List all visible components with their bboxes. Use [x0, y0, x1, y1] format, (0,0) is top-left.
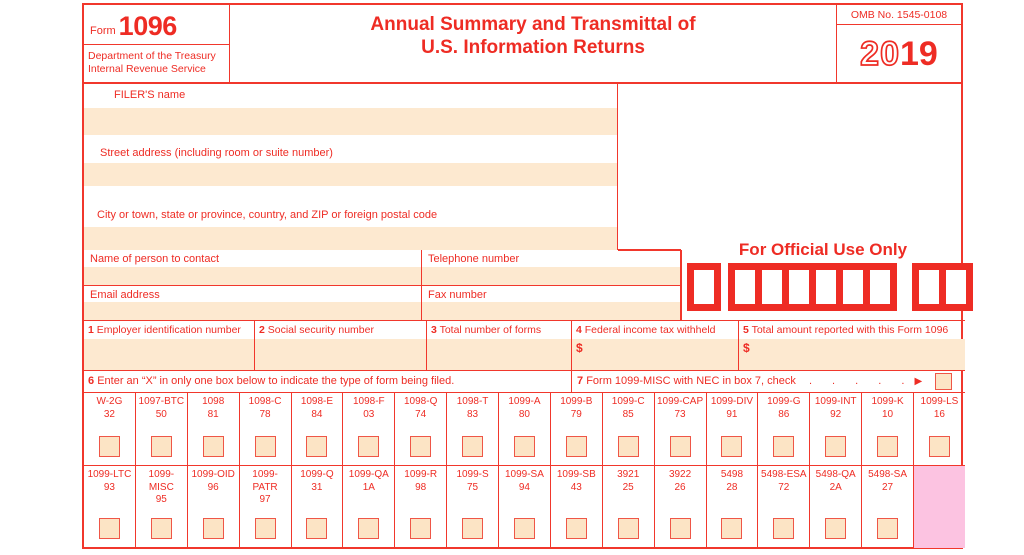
- form-number: 1096: [118, 11, 177, 41]
- form-type-name: W-2G: [96, 396, 123, 407]
- form-type-row-1: [84, 393, 965, 465]
- form-number-block: [84, 5, 229, 45]
- official-use-divider: [618, 249, 680, 251]
- form-title: [230, 5, 836, 82]
- form-type-code: 03: [363, 408, 375, 420]
- year-bold-digits: 19: [900, 34, 938, 73]
- form-type-name: 1099-INT: [814, 396, 857, 407]
- summary-boxes-row: [84, 320, 965, 370]
- form-type-checkbox-1099-sa[interactable]: [514, 518, 535, 539]
- form-type-code: 98: [415, 481, 427, 493]
- box-number: 1: [88, 324, 94, 336]
- form-type-code: 28: [726, 481, 738, 493]
- form-type-code: 83: [467, 408, 479, 420]
- line6-instruction: [84, 371, 572, 392]
- form-type-code: 86: [778, 408, 790, 420]
- filer-name-label: FILER'S name: [114, 89, 186, 101]
- form-id-block: [84, 5, 230, 82]
- form-type-cell-1099-q: [292, 466, 344, 548]
- fax-input[interactable]: [422, 302, 681, 320]
- form-type-checkbox-1099-a[interactable]: [514, 436, 535, 457]
- form-type-name: 1097-BTC: [138, 396, 185, 407]
- form-type-checkbox-1099-c[interactable]: [618, 436, 639, 457]
- form-type-cell-1099-b: [551, 393, 603, 465]
- form-type-cell-1099-qa: [343, 466, 395, 548]
- form-type-row-2: [84, 465, 965, 548]
- telephone-label: Telephone number: [422, 250, 681, 267]
- box-1-cell: [84, 321, 255, 370]
- form-type-name: 1098-Q: [404, 396, 438, 407]
- dollar-sign: $: [743, 341, 750, 355]
- official-use-box: [816, 270, 836, 304]
- form-type-name: 3922: [668, 469, 692, 480]
- line7-label: Form 1099-MISC with NEC in box 7, check: [586, 375, 796, 387]
- form-type-name: 1098-E: [300, 396, 334, 407]
- email-label: Email address: [84, 285, 421, 302]
- form-type-cell-1098-q: [395, 393, 447, 465]
- box-5-label: [739, 321, 965, 339]
- form-type-checkbox-1099-s[interactable]: [462, 518, 483, 539]
- form-type-checkbox-1099-misc[interactable]: [151, 518, 172, 539]
- form-type-code: 81: [207, 408, 219, 420]
- form-type-code: 32: [103, 408, 115, 420]
- omb-year-block: [836, 5, 961, 82]
- form-type-cell-1098: [188, 393, 240, 465]
- form-type-checkbox-5498-qa[interactable]: [825, 518, 846, 539]
- form-type-cell-1098-f: [343, 393, 395, 465]
- form-type-cell-5498-esa: [758, 466, 810, 548]
- form-type-name: 1099-SA: [504, 469, 544, 480]
- form-type-name: 1099-SB: [556, 469, 596, 480]
- form-header: [84, 5, 961, 84]
- city-state-zip-label: City or town, state or province, country, and ZIP or foreign postal code: [97, 209, 438, 221]
- official-use-boxes: [687, 263, 973, 311]
- form-type-cell-1099-misc: [136, 466, 188, 548]
- box-1-input[interactable]: [84, 339, 254, 370]
- form-type-checkbox-1099-cap[interactable]: [670, 436, 691, 457]
- form-type-code: 84: [311, 408, 323, 420]
- title-line-1: Annual Summary and Transmittal of: [370, 14, 696, 35]
- form-type-checkbox-1099-b[interactable]: [566, 436, 587, 457]
- official-use-box: [735, 270, 755, 304]
- line6-label: Enter an “X” in only one box below to indicate the type of form being filed.: [97, 375, 455, 387]
- contact-person-input[interactable]: [84, 267, 421, 285]
- form-type-code: 85: [622, 408, 634, 420]
- form-type-code: 95: [155, 494, 167, 505]
- form-type-checkbox-w-2g[interactable]: [99, 436, 120, 457]
- form-type-cell-1099-ls: [914, 393, 965, 465]
- nec-checkbox[interactable]: [935, 373, 952, 390]
- official-use-box: [919, 270, 939, 304]
- form-type-checkbox-1097-btc[interactable]: [151, 436, 172, 457]
- form-type-code: 92: [830, 408, 842, 420]
- filer-block: [84, 84, 618, 250]
- street-address-input[interactable]: [84, 163, 617, 186]
- form-type-code: 73: [674, 408, 686, 420]
- form-type-cell-1099-sa: [499, 466, 551, 548]
- form-type-code: 97: [259, 494, 271, 505]
- form-type-checkbox-1098-f[interactable]: [358, 436, 379, 457]
- form-type-cell-1098-e: [292, 393, 344, 465]
- line7-number: 7: [577, 375, 584, 387]
- form-type-checkbox-1099-k[interactable]: [877, 436, 898, 457]
- form-type-checkbox-1099-qa[interactable]: [358, 518, 379, 539]
- form-type-name: 1098-T: [456, 396, 489, 407]
- form-word: Form: [90, 25, 116, 37]
- form-type-name: 5498-SA: [868, 469, 908, 480]
- form-type-checkbox-1099-r[interactable]: [410, 518, 431, 539]
- box-number: 4: [576, 324, 582, 336]
- form-type-cell-1098-c: [240, 393, 292, 465]
- box-number: 5: [743, 324, 749, 336]
- form-type-cell-1099-cap: [655, 393, 707, 465]
- box-1-label: [84, 321, 254, 339]
- box-label-text: Employer identification number: [93, 324, 241, 336]
- form-type-cell-1099-g: [758, 393, 810, 465]
- omb-number: OMB No. 1545-0108: [837, 5, 961, 25]
- official-use-heading: For Official Use Only: [738, 240, 908, 259]
- form-type-cell-1099-div: [707, 393, 759, 465]
- line6-line7-row: [84, 370, 965, 392]
- official-use-box: [946, 270, 966, 304]
- form-type-code: 1A: [362, 481, 375, 493]
- form-type-code: 72: [778, 481, 790, 493]
- form-type-name: 1099-A: [508, 396, 541, 407]
- form-type-name: 1099-CAP: [656, 396, 704, 407]
- form-type-cell-1099-r: [395, 466, 447, 548]
- form-type-name: 1099-MISC: [148, 469, 175, 493]
- email-input[interactable]: [84, 302, 421, 320]
- line7-instruction: [572, 371, 965, 392]
- form-type-name: 5498: [720, 469, 744, 480]
- form-type-code: 27: [882, 481, 894, 493]
- form-type-grid: [84, 392, 965, 547]
- form-type-name: 1099-C: [611, 396, 645, 407]
- leader-dots: . . . . .: [808, 375, 906, 387]
- box-4-cell: [572, 321, 739, 370]
- contact-right-column: [422, 250, 682, 320]
- form-type-cell-1097-btc: [136, 393, 188, 465]
- form-type-code: 74: [415, 408, 427, 420]
- form-type-code: 26: [674, 481, 686, 493]
- official-use-box-group: [912, 263, 973, 311]
- box-3-label: [427, 321, 571, 339]
- form-type-checkbox-1099-patr[interactable]: [255, 518, 276, 539]
- official-use-box: [870, 270, 890, 304]
- form-type-cell-1099-patr: [240, 466, 292, 548]
- contact-left-column: [84, 250, 422, 320]
- telephone-input[interactable]: [422, 267, 681, 285]
- form-type-cell-5498: [707, 466, 759, 548]
- form-type-checkbox-1099-oid[interactable]: [203, 518, 224, 539]
- year-outline-digits: 20: [860, 34, 900, 73]
- form-type-cell-w-2g: [84, 393, 136, 465]
- form-type-code: 93: [103, 481, 115, 493]
- box-label-text: Federal income tax withheld: [581, 324, 716, 336]
- form-1096: [82, 3, 963, 549]
- form-type-cell-1099-c: [603, 393, 655, 465]
- form-type-cell-3922: [655, 466, 707, 548]
- form-type-cell-5498-sa: [862, 466, 914, 548]
- form-type-cell-1099-oid: [188, 466, 240, 548]
- form-type-checkbox-1099-g[interactable]: [773, 436, 794, 457]
- street-address-label: Street address (including room or suite number): [100, 147, 333, 159]
- box-5-cell: [739, 321, 965, 370]
- official-use-box-group: [687, 263, 721, 311]
- form-type-code: 2A: [829, 481, 842, 493]
- form-type-name: 1099-B: [560, 396, 593, 407]
- tax-year: [837, 25, 961, 82]
- dollar-sign: $: [576, 341, 583, 355]
- form-type-checkbox-5498[interactable]: [721, 518, 742, 539]
- form-type-cell-1098-t: [447, 393, 499, 465]
- form-type-code: 96: [207, 481, 219, 493]
- box-label-text: Social security number: [264, 324, 374, 336]
- box-5-input[interactable]: [739, 339, 965, 370]
- form-type-checkbox-5498-sa[interactable]: [877, 518, 898, 539]
- form-type-code: 79: [570, 408, 582, 420]
- form-type-code: 91: [726, 408, 738, 420]
- form-type-cell-1099-ltc: [84, 466, 136, 548]
- form-type-code: 31: [311, 481, 323, 493]
- agency-line-2: Internal Revenue Service: [88, 62, 206, 75]
- official-use-box: [789, 270, 809, 304]
- box-label-text: Total amount reported with this Form 1096: [748, 324, 949, 336]
- official-use-box: [843, 270, 863, 304]
- form-type-code: 43: [570, 481, 582, 493]
- form-type-checkbox-5498-esa[interactable]: [773, 518, 794, 539]
- box-4-input[interactable]: [572, 339, 738, 370]
- contact-block: [84, 250, 682, 320]
- form-type-name: 1098: [202, 396, 225, 407]
- form-type-checkbox-1099-div[interactable]: [721, 436, 742, 457]
- fax-label: Fax number: [422, 285, 681, 302]
- form-type-code: 75: [467, 481, 479, 493]
- form-type-cell-1099-int: [810, 393, 862, 465]
- form-type-cell-5498-qa: [810, 466, 862, 548]
- form-type-checkbox-1098-q[interactable]: [410, 436, 431, 457]
- box-3-cell: [427, 321, 572, 370]
- filer-name-input[interactable]: [84, 108, 617, 135]
- official-use-area: [680, 240, 965, 320]
- agency-line-1: Department of the Treasury: [88, 50, 216, 62]
- form-type-checkbox-1099-ltc[interactable]: [99, 518, 120, 539]
- contact-person-label: Name of person to contact: [84, 250, 421, 267]
- form-type-code: 94: [518, 481, 530, 493]
- box-2-label: [255, 321, 426, 339]
- box-2-cell: [255, 321, 427, 370]
- form-type-name: 1099-QA: [348, 469, 389, 480]
- box-2-input[interactable]: [255, 339, 426, 370]
- form-type-name: 1099-S: [456, 469, 489, 480]
- form-type-checkbox-1099-q[interactable]: [306, 518, 327, 539]
- shaded-cell: [914, 466, 965, 548]
- form-type-cell-3921: [603, 466, 655, 548]
- form-type-checkbox-1098-c[interactable]: [255, 436, 276, 457]
- box-number: 2: [259, 324, 265, 336]
- form-type-name: 1099-Q: [300, 469, 334, 480]
- form-type-name: 3921: [617, 469, 640, 480]
- form-type-name: 1099-OID: [191, 469, 235, 480]
- form-type-name: 1099-K: [871, 396, 904, 407]
- form-type-code: 50: [155, 408, 167, 420]
- form-type-checkbox-1098[interactable]: [203, 436, 224, 457]
- form-type-name: 1099-R: [404, 469, 438, 480]
- official-use-box-group: [728, 263, 897, 311]
- form-type-cell-1099-k: [862, 393, 914, 465]
- form-type-cell-1099-s: [447, 466, 499, 548]
- form-type-cell-1099-sb: [551, 466, 603, 548]
- form-type-name: 5498-ESA: [761, 469, 807, 480]
- form-type-checkbox-1099-ls[interactable]: [929, 436, 950, 457]
- form-type-name: 1099-PATR: [252, 469, 278, 493]
- form-type-name: 1099-G: [767, 396, 801, 407]
- box-3-input[interactable]: [427, 339, 571, 370]
- form-type-code: 10: [882, 408, 894, 420]
- form-type-name: 5498-QA: [815, 469, 856, 480]
- form-type-checkbox-1099-int[interactable]: [825, 436, 846, 457]
- line6-number: 6: [88, 375, 95, 387]
- box-number: 3: [431, 324, 437, 336]
- form-type-name: 1099-LTC: [87, 469, 132, 480]
- form-type-name: 1099-LS: [920, 396, 959, 407]
- form-type-checkbox-1098-e[interactable]: [306, 436, 327, 457]
- agency-block: [84, 45, 229, 75]
- official-use-box: [694, 270, 714, 304]
- box-label-text: Total number of forms: [436, 324, 542, 336]
- form-type-code: 80: [518, 408, 530, 420]
- arrow-right-icon: ▶: [914, 376, 923, 387]
- form-type-name: 1099-DIV: [710, 396, 754, 407]
- form-type-name: 1098-F: [352, 396, 385, 407]
- form-type-name: 1098-C: [248, 396, 282, 407]
- form-type-code: 16: [933, 408, 945, 420]
- form-type-cell-1099-a: [499, 393, 551, 465]
- form-type-checkbox-1099-sb[interactable]: [566, 518, 587, 539]
- form-type-checkbox-3921[interactable]: [618, 518, 639, 539]
- box-4-label: [572, 321, 738, 339]
- official-use-box: [762, 270, 782, 304]
- form-type-checkbox-1098-t[interactable]: [462, 436, 483, 457]
- form-type-code: 25: [622, 481, 634, 493]
- form-type-code: 78: [259, 408, 271, 420]
- city-state-zip-input[interactable]: [84, 227, 617, 250]
- form-type-checkbox-3922[interactable]: [670, 518, 691, 539]
- title-line-2: U.S. Information Returns: [421, 37, 645, 58]
